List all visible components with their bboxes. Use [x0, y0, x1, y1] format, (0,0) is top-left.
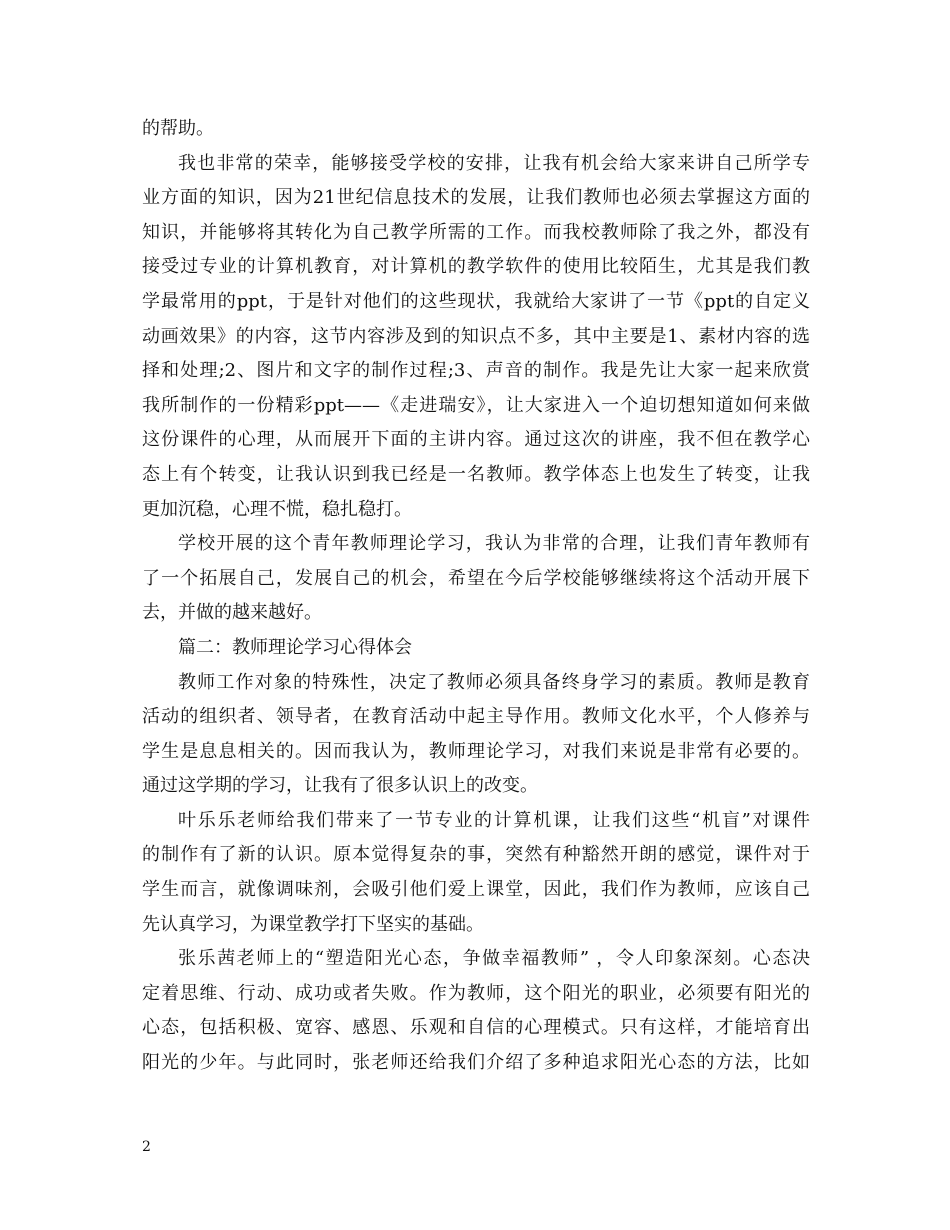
- text-line: 业方面的知识，因为21世纪信息技术的发展，让我们教师也必须去掌握这方面的: [142, 187, 810, 209]
- page-number: 2: [142, 1139, 151, 1155]
- text-line: 阳光的少年。与此同时，张老师还给我们介绍了多种追求阳光心态的方法，比如: [142, 1052, 810, 1074]
- text-line: 的制作有了新的认识。原本觉得复杂的事，突然有种豁然开朗的感觉，课件对于: [142, 844, 810, 866]
- text-line: 的帮助。: [142, 118, 214, 139]
- text-line: 张乐茜老师上的“塑造阳光心态，争做幸福教师” ，令人印象深刻。心态决: [178, 948, 810, 970]
- text-line: 通过这学期的学习，让我有了很多认识上的改变。: [142, 775, 538, 797]
- text-line: 接受过专业的计算机教育，对计算机的教学软件的使用比较陌生，尤其是我们教: [142, 256, 810, 278]
- text-line: 定着思维、行动、成功或者失败。作为教师，这个阳光的职业，必须要有阳光的: [142, 982, 810, 1004]
- document-body: [142, 112, 810, 1081]
- text-line: 我也非常的荣幸，能够接受学校的安排，让我有机会给大家来讲自己所学专: [178, 152, 810, 174]
- text-line: 学生而言，就像调味剂，会吸引他们爱上课堂，因此，我们作为教师，应该自己: [142, 879, 810, 901]
- text-line: 更加沉稳，心理不慌，稳扎稳打。: [142, 498, 412, 520]
- text-line: 这份课件的心理，从而展开下面的主讲内容。通过这次的讲座，我不但在教学心: [142, 429, 810, 451]
- text-line: 活动的组织者、领导者，在教育活动中起主导作用。教师文化水平，个人修养与: [142, 706, 810, 728]
- text-line: 动画效果》的内容，这节内容涉及到的知识点不多，其中主要是1、素材内容的选: [142, 325, 810, 347]
- text-line: 先认真学习，为课堂教学打下坚实的基础。: [142, 913, 484, 935]
- text-line: 了一个拓展自己，发展自己的机会，希望在今后学校能够继续将这个活动开展下: [142, 567, 810, 589]
- text-line: 教师工作对象的特殊性，决定了教师必须具备终身学习的素质。教师是教育: [178, 671, 810, 693]
- text-line: 学最常用的ppt，于是针对他们的这些现状，我就给大家讲了一节《ppt的自定义: [142, 290, 810, 312]
- text-line: 学生是息息相关的。因而我认为，教师理论学习，对我们来说是非常有必要的。: [142, 740, 810, 762]
- text-line: 去，并做的越来越好。: [142, 602, 322, 624]
- text-line: 态上有个转变，让我认识到我已经是一名教师。教学体态上也发生了转变，让我: [142, 463, 810, 485]
- text-line: 叶乐乐老师给我们带来了一节专业的计算机课，让我们这些“机盲”对课件: [178, 809, 810, 831]
- text-line: 心态，包括积极、宽容、感恩、乐观和自信的心理模式。只有这样，才能培育出: [142, 1017, 810, 1039]
- text-line: 学校开展的这个青年教师理论学习，我认为非常的合理，让我们青年教师有: [178, 533, 810, 555]
- text-line: 知识，并能够将其转化为自己教学所需的工作。而我校教师除了我之外，都没有: [142, 221, 810, 243]
- section-heading: 篇二：教师理论学习心得体会: [178, 636, 412, 658]
- text-line: 择和处理;2、图片和文字的制作过程;3、声音的制作。我是先让大家一起来欣赏: [142, 360, 810, 382]
- text-line: 我所制作的一份精彩ppt——《走进瑞安》，让大家进入一个迫切想知道如何来做: [142, 394, 810, 416]
